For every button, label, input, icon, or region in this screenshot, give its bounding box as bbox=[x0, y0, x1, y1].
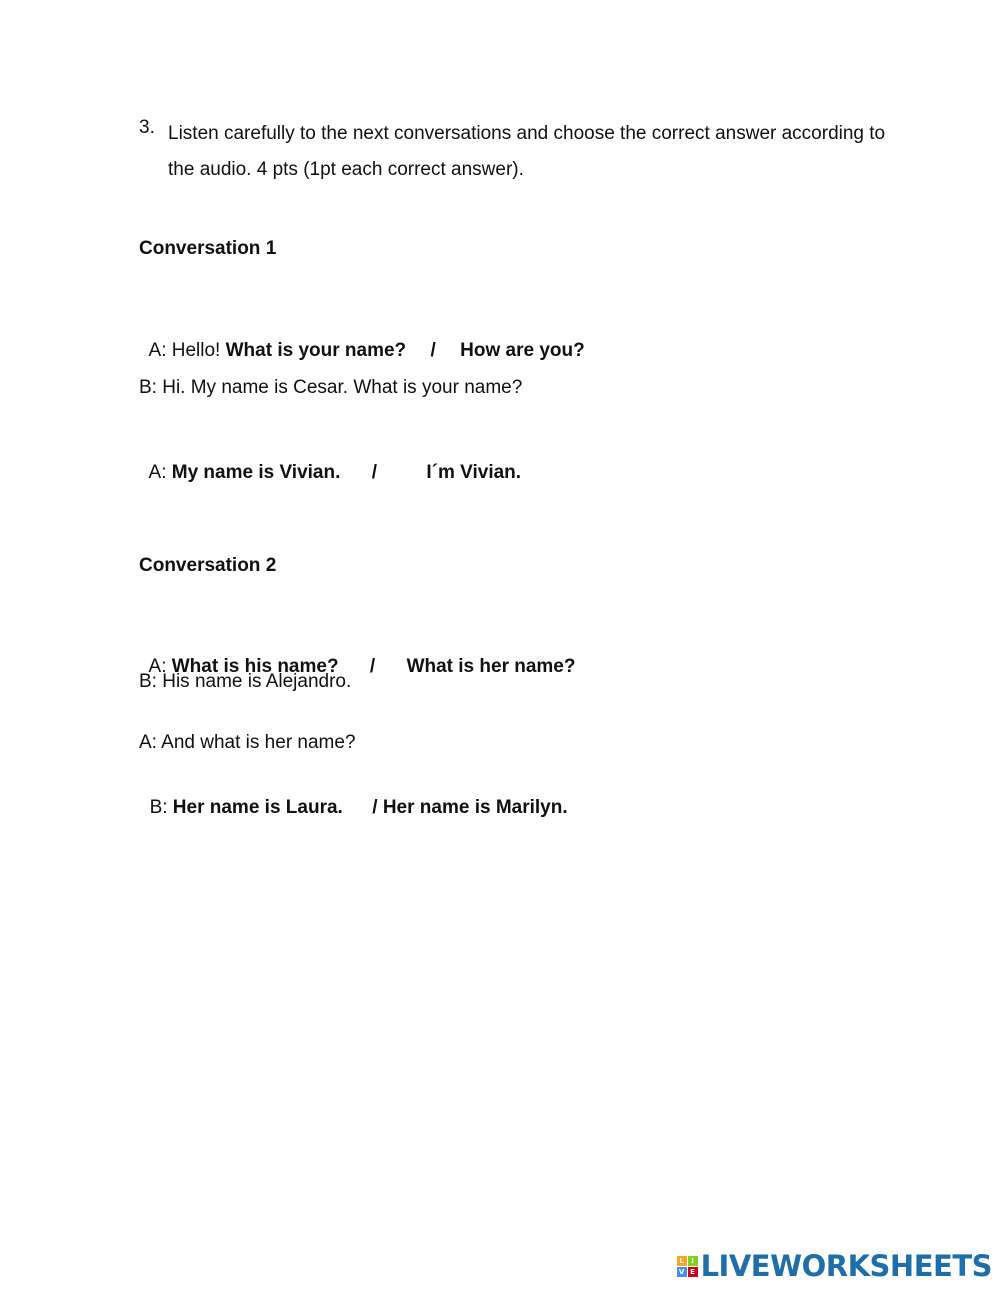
answer-option-my-name-is-vivian[interactable]: My name is Vivian. bbox=[171, 462, 341, 483]
speaker-prefix: A: Hello! bbox=[148, 340, 226, 361]
speaker-prefix: B: bbox=[149, 797, 173, 818]
conversation-2-line-3: A: And what is her name? bbox=[139, 732, 356, 753]
instruction-number: 3. bbox=[139, 117, 155, 138]
speaker-prefix: A: bbox=[148, 656, 172, 677]
answer-option-her-name-is-marilyn[interactable]: Her name is Marilyn. bbox=[382, 797, 568, 818]
option-separator: / bbox=[371, 462, 378, 483]
answer-option-how-are-you[interactable]: How are you? bbox=[460, 340, 585, 361]
logo-block: I bbox=[688, 1256, 698, 1266]
answer-option-what-is-your-name[interactable]: What is your name? bbox=[225, 340, 407, 361]
option-separator: / bbox=[430, 340, 436, 361]
answer-option-what-is-his-name[interactable]: What is his name? bbox=[171, 656, 339, 677]
answer-option-what-is-her-name[interactable]: What is her name? bbox=[406, 656, 576, 677]
instruction-text: Listen carefully to the next conversations and choose the correct answer according to the audio. 4 pts (1pt each correct answer). bbox=[168, 123, 886, 180]
answer-option-her-name-is-laura[interactable]: Her name is Laura. bbox=[172, 797, 343, 818]
conversation-2-line-4 bbox=[139, 772, 568, 820]
option-separator: / bbox=[369, 656, 376, 677]
speaker-prefix: A: bbox=[148, 462, 172, 483]
logo-text: LIVEWORKSHEETS bbox=[700, 1249, 992, 1283]
option-separator: / bbox=[372, 797, 383, 818]
conversation-1-heading: Conversation 1 bbox=[139, 238, 277, 259]
conversation-1-line-3 bbox=[139, 437, 521, 485]
logo-blocks-icon bbox=[677, 1256, 698, 1277]
conversation-2-line-2: B: His name is Alejandro. bbox=[139, 671, 352, 692]
answer-option-im-vivian[interactable]: I´m Vivian. bbox=[426, 462, 522, 483]
logo-block: V bbox=[677, 1267, 687, 1277]
conversation-2-heading: Conversation 2 bbox=[139, 555, 277, 576]
logo-block: L bbox=[677, 1256, 687, 1266]
conversation-1-line-1 bbox=[139, 315, 585, 363]
liveworksheets-logo bbox=[677, 1251, 992, 1281]
conversation-1-line-2: B: Hi. My name is Cesar. What is your name? bbox=[139, 377, 523, 398]
logo-block: E bbox=[688, 1267, 698, 1277]
